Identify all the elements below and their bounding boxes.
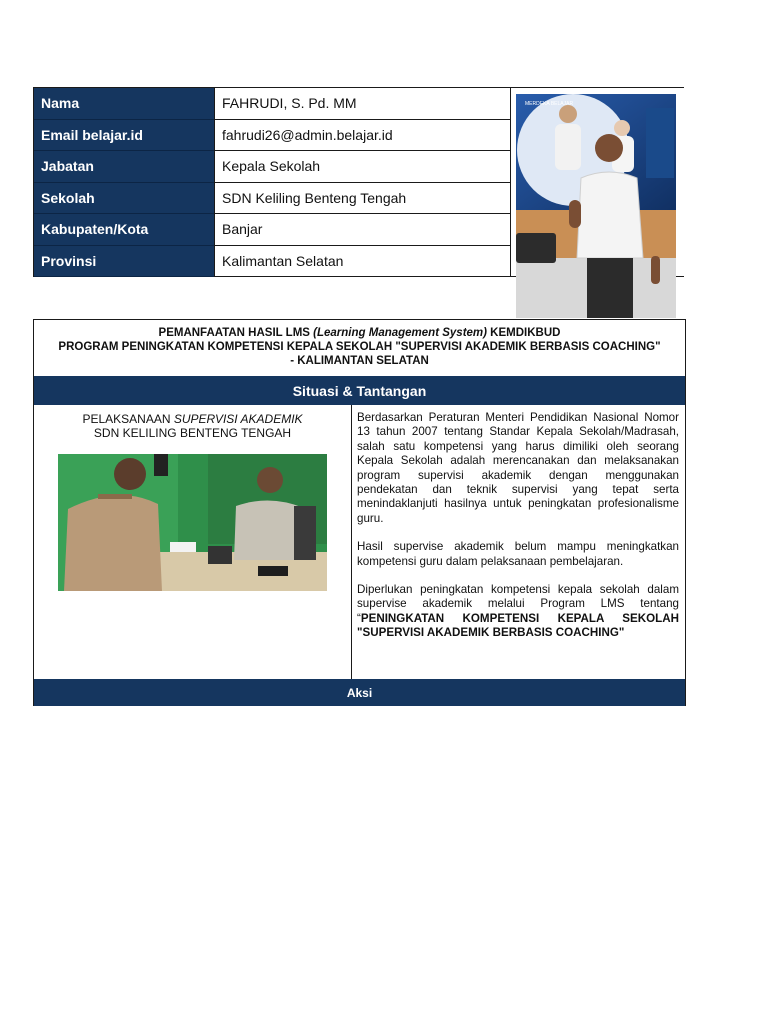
- profile-row-jabatan: [34, 151, 510, 183]
- left-caption: [34, 412, 351, 440]
- header-prefix: PEMANFAATAN HASIL LMS: [158, 327, 314, 339]
- left-column: [34, 405, 352, 679]
- profile-label: Sekolah: [34, 183, 214, 215]
- profile-row-sekolah: [34, 183, 510, 215]
- paragraph-result: Hasil supervise akademik belum mampu meningkatkan kompetensi guru dalam pelaksanaan pembelajaran.: [357, 540, 679, 568]
- paragraph-regulation: Berdasarkan Peraturan Menteri Pendidikan Nasional Nomor 13 tahun 2007 tentang Standar Kepala Sekolah/Madrasah, salah satu kompetensi yang harus dimiliki oleh seorang Kepala Sekolah adalah merencanakan dan melaksanakan program supervisi akademik dengan menggunakan pendekatan dan teknik supervisi yang tepat serta menindaklanjuti hasilnya untuk peningkatan profesionalisme guru.: [357, 411, 679, 525]
- profile-label: Nama: [34, 88, 214, 120]
- profile-label: Email belajar.id: [34, 120, 214, 152]
- card-header: [34, 320, 685, 376]
- activity-photo: [58, 454, 327, 591]
- header-italic: (Learning Management System): [313, 327, 487, 339]
- lms-card: [33, 319, 686, 706]
- banner-text: MERDEKA BELAJAR: [525, 101, 574, 107]
- profile-value: Kalimantan Selatan: [214, 246, 510, 278]
- profile-row-nama: [34, 88, 510, 120]
- profile-value: Banjar: [214, 214, 510, 246]
- right-column: [352, 405, 685, 679]
- caption-italic: SUPERVISI AKADEMIK: [173, 412, 303, 426]
- card-header-line2: PROGRAM PENINGKATAN KOMPETENSI KEPALA SEKOLAH "SUPERVISI AKADEMIK BERBASIS COACHING" - KALIMANTAN SELATAN: [58, 341, 661, 367]
- profile-row-kabupaten: [34, 214, 510, 246]
- profile-label: Kabupaten/Kota: [34, 214, 214, 246]
- profile-label: Provinsi: [34, 246, 214, 278]
- card-header-line1: [34, 326, 685, 340]
- profile-value: Kepala Sekolah: [214, 151, 510, 183]
- program-prefix: Diperlukan peningkatan kompetensi kepala sekolah dalam supervise akademik melalui Program LMS tentang “: [357, 583, 679, 625]
- profile-photo: [510, 88, 684, 276]
- profile-value: FAHRUDI, S. Pd. MM: [214, 88, 510, 120]
- profile-label: Jabatan: [34, 151, 214, 183]
- profile-row-email: [34, 120, 510, 152]
- caption-school: SDN KELILING BENTENG TENGAH: [93, 426, 292, 440]
- profile-value: fahrudi26@admin.belajar.id: [214, 120, 510, 152]
- caption-prefix: PELAKSANAAN: [82, 412, 174, 426]
- aksi-bar: Aksi: [34, 679, 685, 706]
- situasi-bar: Situasi & Tantangan: [34, 376, 685, 405]
- program-title: PENINGKATAN KOMPETENSI KEPALA SEKOLAH "SUPERVISI AKADEMIK BERBASIS COACHING": [357, 611, 679, 640]
- profile-row-provinsi: [34, 246, 510, 278]
- paragraph-program: [357, 583, 679, 641]
- profile-table: [33, 87, 684, 277]
- profile-value: SDN Keliling Benteng Tengah: [214, 183, 510, 215]
- header-suffix: KEMDIKBUD: [486, 327, 561, 339]
